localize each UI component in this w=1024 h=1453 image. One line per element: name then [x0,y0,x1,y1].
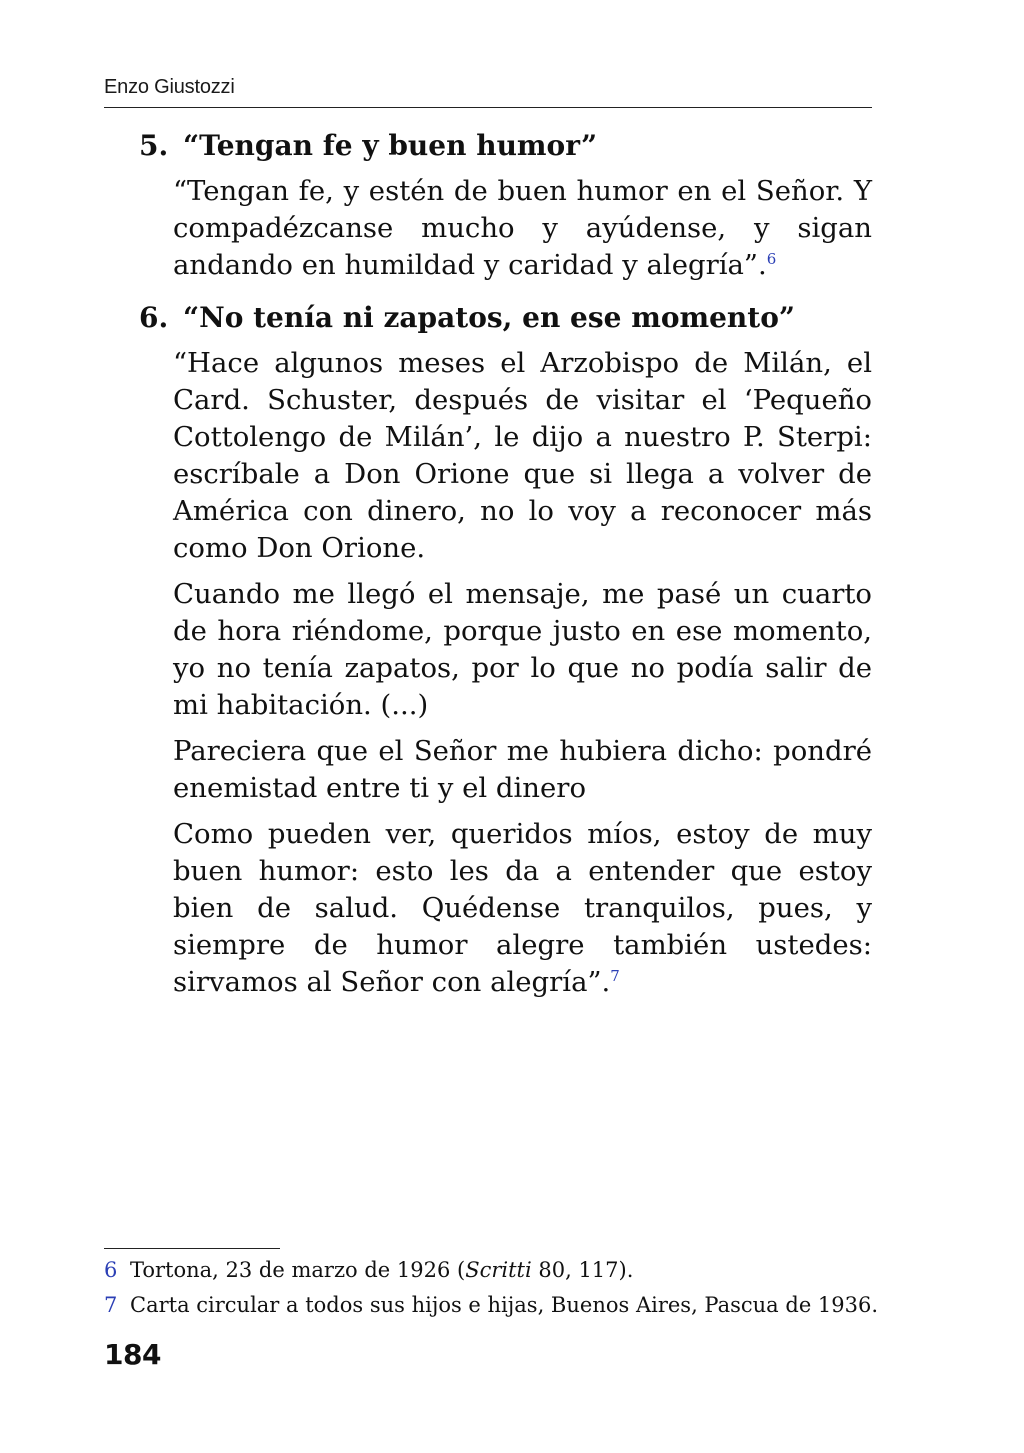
footnote-rule [104,1248,280,1249]
paragraph-text: “Tengan fe, y estén de buen humor en el Señor. Y compadézcanse mucho y ayúdense, y sigan andando en humildad y caridad y alegría”. [173,175,872,281]
section-number: 5. [139,129,169,162]
footnote-text-part: 80, 117). [531,1258,634,1282]
section-6 [139,298,872,1001]
page-number: 184 [104,1338,161,1371]
paragraph [173,345,872,567]
footnote-number-link[interactable]: 6 [104,1258,118,1282]
header-rule [104,107,872,108]
paragraph-text: “Hace algunos meses el Arzobispo de Milán, el Card. Schuster, después de visitar el ‘Pequeño Cottolengo de Milán’, le dijo a nuestro P. Sterpi: escríbale a Don Orione que si llega a volver de América con dinero, no lo voy a reconocer más como Don Orione. [173,347,872,564]
footnote-reference-link[interactable]: 7 [610,966,620,985]
section-heading [139,126,872,166]
section-title: “Tengan fe y buen humor” [183,129,598,162]
paragraph [173,816,872,1001]
section-number: 6. [139,301,169,334]
paragraph [173,733,872,807]
footnote-reference-link[interactable]: 6 [766,249,777,268]
footnote-number-link[interactable]: 7 [104,1293,118,1317]
main-content [139,126,872,1015]
footnotes [104,1253,884,1323]
section-heading [139,298,872,338]
footnote-text-part: Carta circular a todos sus hijos e hijas, Buenos Aires, Pascua de 1936. [130,1293,879,1317]
footnote [104,1288,884,1323]
footnote-text [130,1253,884,1288]
section-title: “No tenía ni zapatos, en ese momento” [183,301,796,334]
paragraph-text: Cuando me llegó el mensaje, me pasé un cuarto de hora riéndome, porque justo en ese momento, yo no tenía zapatos, por lo que no podía salir de mi habitación. (...) [173,578,872,721]
footnote-work-title: Scritti [465,1258,532,1282]
paragraph [173,173,872,284]
paragraph-text: Como pueden ver, queridos míos, estoy de muy buen humor: esto les da a entender que estoy bien de salud. Quédense tranquilos, pues, y siempre de humor alegre también ustedes: sirvamos al Señor con alegría”. [173,818,872,998]
footnote [104,1253,884,1288]
paragraph [173,576,872,724]
footnote-text [130,1288,884,1323]
paragraph-text: Pareciera que el Señor me hubiera dicho: pondré enemistad entre ti y el dinero [173,735,872,804]
running-header: Enzo Giustozzi [104,76,235,98]
section-5 [139,126,872,284]
footnote-text-part: Tortona, 23 de marzo de 1926 ( [130,1258,466,1282]
